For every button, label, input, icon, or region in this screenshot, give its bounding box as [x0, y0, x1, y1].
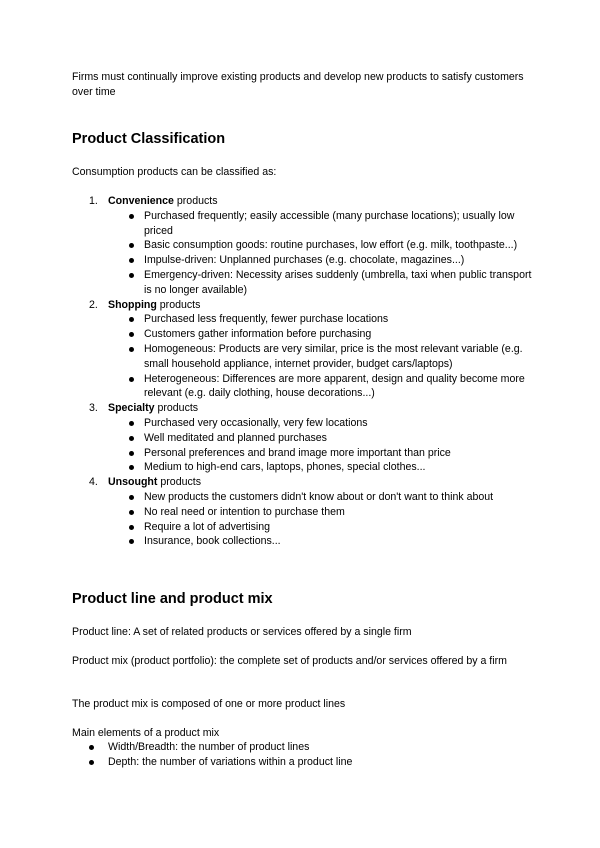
bullet-item — [108, 253, 532, 268]
bullet-icon — [129, 243, 134, 248]
bullet-item — [108, 238, 532, 253]
mix-elements-lead: Main elements of a product mix — [72, 727, 220, 739]
bullet-icon — [89, 745, 94, 750]
bullet-item — [108, 312, 532, 327]
bullet-text: Medium to high-end cars, laptops, phones, special clothes... — [144, 461, 426, 474]
bullet-text: Purchased very occasionally, very few locations — [144, 416, 368, 429]
bullet-icon — [129, 421, 134, 426]
bullet-item — [108, 431, 532, 446]
bullet-text: Heterogeneous: Differences are more apparent, design and quality become more relevant (e.g. daily clothing, house decorations...) — [144, 372, 525, 400]
category-number: 3. — [89, 402, 98, 415]
category-bullets — [108, 312, 532, 401]
bullet-icon — [129, 451, 134, 456]
bullet-icon — [129, 465, 134, 470]
classification-lead: Consumption products can be classified as: — [72, 166, 277, 178]
bullet-item — [108, 209, 532, 239]
bullet-item — [108, 268, 532, 298]
bullet-text: Width/Breadth: the number of product lines — [108, 741, 310, 753]
category-suffix: products — [156, 298, 201, 311]
category-bullets — [108, 209, 532, 298]
bullet-text: New products the customers didn't know about or don't want to think about — [144, 490, 494, 503]
category-item — [72, 194, 532, 298]
bullet-icon — [129, 525, 134, 530]
bullet-icon — [129, 510, 134, 515]
intro-paragraph: Firms must continually improve existing products and develop new products to satisfy customers over time — [72, 71, 524, 98]
category-name: Specialty — [108, 402, 155, 415]
category-name: Shopping — [108, 298, 157, 311]
product-line-heading: Product line and product mix — [72, 591, 273, 607]
category-item — [72, 401, 532, 475]
bullet-item — [108, 460, 532, 475]
bullet-text: Homogeneous: Products are very similar, price is the most relevant variable (e.g. small household appliance, internet provider, budget cars/laptops) — [144, 342, 523, 370]
bullet-item — [72, 755, 532, 770]
category-suffix: products — [173, 195, 218, 207]
bullet-text: Insurance, book collections... — [144, 535, 281, 548]
bullet-text: Emergency-driven: Necessity arises suddenly (umbrella, taxi when public transport is no longer available) — [144, 268, 532, 296]
bullet-item — [108, 490, 532, 505]
category-number: 2. — [89, 298, 98, 311]
bullet-item — [108, 416, 532, 431]
bullet-item — [108, 534, 532, 549]
bullet-text: Personal preferences and brand image more important than price — [144, 446, 451, 459]
bullet-text: Purchased less frequently, fewer purchase locations — [144, 313, 389, 326]
bullet-icon — [129, 317, 134, 322]
category-item — [72, 298, 532, 402]
bullet-icon — [129, 539, 134, 544]
bullet-icon — [129, 436, 134, 441]
category-bullets — [108, 490, 532, 549]
bullet-text: Impulse-driven: Unplanned purchases (e.g. chocolate, magazines...) — [144, 254, 465, 267]
product-line-definition: Product line: A set of related products or services offered by a single firm — [72, 626, 412, 638]
category-name: Unsought — [108, 476, 158, 489]
bullet-item — [108, 520, 532, 535]
product-mix-composition: The product mix is composed of one or more product lines — [72, 698, 346, 710]
category-bullets — [108, 416, 532, 475]
bullet-text: Well meditated and planned purchases — [144, 431, 327, 444]
bullet-item — [108, 372, 532, 402]
bullet-icon — [129, 347, 134, 352]
bullet-text: Require a lot of advertising — [144, 520, 271, 533]
bullet-text: Customers gather information before purchasing — [144, 328, 372, 341]
category-number: 1. — [89, 195, 98, 207]
category-item — [72, 475, 532, 549]
bullet-icon — [89, 760, 94, 765]
category-name: Convenience — [108, 195, 174, 207]
bullet-item — [72, 740, 532, 755]
product-mix-definition: Product mix (product portfolio): the complete set of products and/or services offered by a firm — [72, 655, 507, 667]
category-number: 4. — [89, 476, 98, 489]
bullet-item — [108, 505, 532, 520]
classification-list — [72, 194, 532, 549]
bullet-item — [108, 342, 532, 372]
bullet-icon — [129, 377, 134, 382]
bullet-icon — [129, 273, 134, 278]
bullet-item — [108, 327, 532, 342]
mix-elements-list — [72, 740, 532, 770]
bullet-icon — [129, 214, 134, 219]
bullet-text: Purchased frequently; easily accessible (many purchase locations); usually low priced — [144, 209, 515, 237]
category-suffix: products — [154, 402, 199, 415]
bullet-icon — [129, 332, 134, 337]
bullet-item — [108, 446, 532, 461]
bullet-text: Depth: the number of variations within a product line — [108, 755, 353, 768]
classification-heading: Product Classification — [72, 131, 226, 147]
bullet-text: No real need or intention to purchase them — [144, 505, 345, 518]
bullet-icon — [129, 495, 134, 500]
bullet-text: Basic consumption goods: routine purchases, low effort (e.g. milk, toothpaste...) — [144, 239, 518, 252]
category-suffix: products — [157, 476, 202, 489]
bullet-icon — [129, 258, 134, 263]
